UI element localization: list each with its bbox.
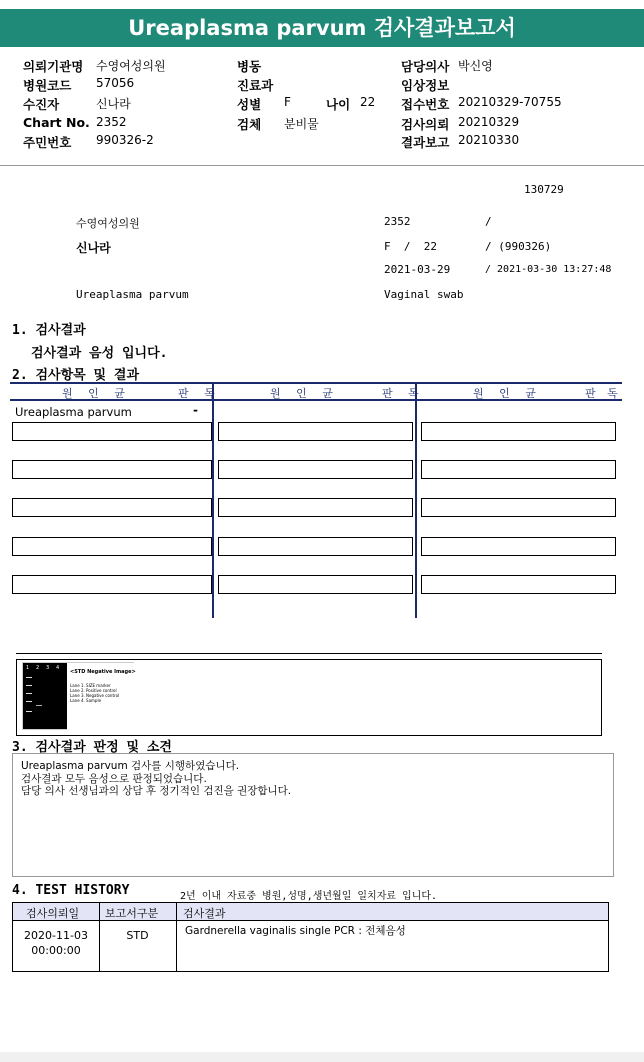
label-patient: 수진자 bbox=[23, 97, 60, 112]
patient-birth: / (990326) bbox=[485, 240, 552, 253]
value-age: 22 bbox=[360, 95, 376, 109]
result-cell bbox=[421, 537, 616, 556]
patient-code: 130729 bbox=[524, 183, 564, 196]
patient-slash: / bbox=[485, 215, 492, 228]
patient-chart: 2352 bbox=[384, 215, 411, 228]
footer-strip bbox=[0, 1052, 644, 1062]
gel-band bbox=[26, 701, 32, 702]
label-doctor: 담당의사 bbox=[401, 59, 450, 74]
image-top-rule bbox=[16, 653, 602, 654]
result-cell bbox=[421, 460, 616, 479]
history-header-type: 보고서구분 bbox=[105, 907, 159, 920]
result-cell bbox=[218, 422, 413, 441]
history-note: 2년 이내 자료중 병원,성명,생년월일 일치자료 입니다. bbox=[180, 891, 438, 902]
section1-title: 1. 검사결과 bbox=[12, 323, 86, 338]
value-chart-no: 2352 bbox=[96, 115, 127, 129]
history-table bbox=[12, 902, 609, 972]
result-cell bbox=[421, 575, 616, 594]
gel-band bbox=[26, 711, 32, 712]
col-header-organism: 원 인 균 bbox=[62, 387, 131, 400]
label-receipt-no: 접수번호 bbox=[401, 97, 450, 112]
value-request-date: 20210329 bbox=[458, 115, 520, 129]
result-cell bbox=[218, 460, 413, 479]
gel-legend-line: Lane 4. Sample bbox=[70, 698, 102, 703]
history-col-divider bbox=[176, 903, 177, 971]
gel-legend-line: Lane 2. Positive control bbox=[70, 688, 117, 693]
label-age: 나이 bbox=[326, 97, 351, 112]
col-header-judge: 판 독 bbox=[382, 387, 425, 400]
label-resident-no: 주민번호 bbox=[23, 135, 72, 150]
label-hospital-code: 병원코드 bbox=[23, 78, 72, 93]
patient-name: 신나라 bbox=[76, 241, 111, 255]
gel-band bbox=[26, 693, 32, 694]
gel-lane-label: 3 bbox=[46, 665, 50, 671]
history-type: STD bbox=[126, 929, 149, 942]
gel-lane-label: 4 bbox=[56, 665, 60, 671]
gel-legend bbox=[67, 663, 135, 731]
label-request-date: 검사의뢰 bbox=[401, 117, 450, 132]
value-hospital-code: 57056 bbox=[96, 76, 135, 90]
col-header-organism: 원 인 균 bbox=[473, 387, 542, 400]
gel-image bbox=[22, 662, 134, 730]
result-cell bbox=[421, 498, 616, 517]
value-receipt-no: 20210329-70755 bbox=[458, 95, 562, 109]
result-judgement: - bbox=[193, 403, 198, 417]
result-cell bbox=[218, 498, 413, 517]
label-clinical-info: 임상정보 bbox=[401, 78, 450, 93]
patient-date-reported: / 2021-03-30 13:27:48 bbox=[485, 264, 612, 275]
result-cell bbox=[12, 498, 212, 517]
section4-title: 4. TEST HISTORY bbox=[12, 883, 130, 898]
result-cell bbox=[12, 575, 212, 594]
conclusion-box bbox=[12, 753, 614, 877]
value-doctor: 박신영 bbox=[458, 59, 493, 73]
patient-sex-age: F / 22 bbox=[384, 240, 437, 253]
value-hospital: 수영여성의원 bbox=[96, 59, 166, 73]
results-table-top-rule bbox=[10, 382, 622, 384]
header-divider bbox=[0, 165, 644, 166]
section3-title: 3. 검사결과 판정 및 소견 bbox=[12, 740, 172, 755]
gel-band bbox=[26, 685, 32, 686]
conclusion-line: 검사결과 모두 음성으로 판정되었습니다. bbox=[21, 772, 207, 785]
result-cell bbox=[12, 460, 212, 479]
col-header-judge: 판 독 bbox=[178, 387, 221, 400]
gel-band bbox=[26, 677, 32, 678]
gel-legend-line: Lane 1. SIZE marker bbox=[70, 683, 111, 688]
result-cell bbox=[12, 422, 212, 441]
gel-lane-label: 2 bbox=[36, 665, 40, 671]
report-title: Ureaplasma parvum 검사결과보고서 bbox=[0, 9, 644, 47]
result-cell bbox=[421, 422, 616, 441]
value-sex: F bbox=[284, 95, 291, 109]
gel-legend-line: Lane 3. Negative control bbox=[70, 693, 120, 698]
results-table-divider bbox=[212, 383, 214, 618]
history-table-header bbox=[13, 903, 608, 921]
patient-date-received: 2021-03-29 bbox=[384, 263, 451, 276]
value-patient: 신나라 bbox=[96, 97, 131, 111]
label-chart-no: Chart No. bbox=[23, 115, 90, 130]
label-hospital: 의뢰기관명 bbox=[23, 59, 84, 74]
history-result: Gardnerella vaginalis single PCR : 전체음성 bbox=[185, 925, 406, 937]
patient-hospital: 수영여성의원 bbox=[76, 217, 140, 230]
results-table-divider bbox=[415, 383, 417, 618]
section1-text: 검사결과 음성 입니다. bbox=[31, 346, 168, 361]
value-report-date: 20210330 bbox=[458, 133, 520, 147]
col-header-organism: 원 인 균 bbox=[270, 387, 339, 400]
col-header-judge: 판 독 bbox=[585, 387, 622, 400]
value-specimen: 분비물 bbox=[284, 117, 319, 131]
result-cell bbox=[218, 537, 413, 556]
gel-lane-label: 1 bbox=[26, 665, 30, 671]
result-cell bbox=[12, 537, 212, 556]
conclusion-line: Ureaplasma parvum 검사를 시행하였습니다. bbox=[21, 760, 240, 772]
label-report-date: 결과보고 bbox=[401, 135, 450, 150]
value-resident-no: 990326-2 bbox=[96, 133, 154, 147]
conclusion-line: 담당 의사 선생님과의 상담 후 정기적인 검진을 권장합니다. bbox=[21, 785, 292, 797]
patient-specimen: Vaginal swab bbox=[384, 288, 464, 301]
label-sex: 성별 bbox=[237, 97, 262, 112]
label-department: 진료과 bbox=[237, 78, 274, 93]
patient-test: Ureaplasma parvum bbox=[76, 288, 189, 301]
result-cell bbox=[218, 575, 413, 594]
history-time: 00:00:00 bbox=[31, 944, 81, 957]
history-date: 2020-11-03 bbox=[24, 929, 88, 942]
gel-legend-title: <STD Negative Image> bbox=[70, 669, 136, 675]
history-header-date: 검사의뢰일 bbox=[26, 907, 80, 920]
result-organism-name: Ureaplasma parvum bbox=[15, 405, 132, 419]
section2-title: 2. 검사항목 및 결과 bbox=[12, 368, 140, 383]
label-specimen: 검체 bbox=[237, 117, 262, 132]
gel-band bbox=[36, 705, 42, 706]
label-ward: 병동 bbox=[237, 59, 262, 74]
history-header-result: 검사결과 bbox=[183, 907, 226, 920]
